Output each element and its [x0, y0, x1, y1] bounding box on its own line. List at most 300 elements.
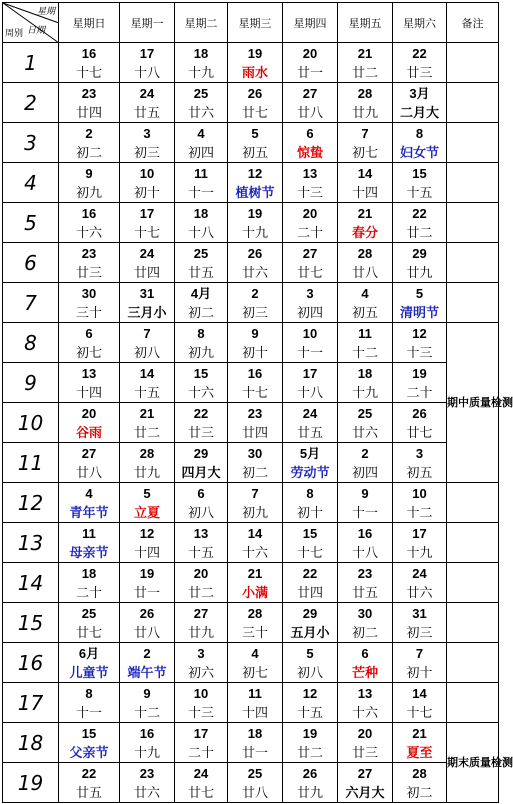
- day-cell: [338, 643, 393, 683]
- week-number: 17: [3, 683, 59, 723]
- holiday-label: 清明节: [399, 304, 439, 320]
- lunar-date: 十四: [241, 704, 268, 720]
- lunar-date: 初二: [351, 624, 378, 640]
- header-monday: 星期一: [120, 3, 175, 43]
- lunar-date: 十七: [75, 64, 102, 80]
- lunar-date: 廿八: [133, 624, 160, 640]
- lunar-date: 十一: [187, 184, 214, 200]
- day-cell: [228, 163, 283, 203]
- lunar-date: 十二: [406, 504, 433, 520]
- day-cell: [283, 723, 338, 763]
- solar-date: 15: [81, 725, 97, 741]
- day-cell: [393, 563, 447, 603]
- lunar-date: 初十: [241, 344, 268, 360]
- note-cell-empty: [447, 563, 499, 603]
- day-cell: [175, 363, 228, 403]
- week-number: 6: [3, 243, 59, 283]
- school-calendar-table: [2, 2, 513, 803]
- solar-date: 13: [81, 365, 97, 381]
- solar-date: 9: [361, 485, 369, 501]
- lunar-date: 初二: [406, 784, 433, 800]
- solar-date: 28: [357, 85, 373, 101]
- solar-date: 23: [81, 85, 97, 101]
- day-cell: [338, 123, 393, 163]
- header-tuesday: 星期二: [175, 3, 228, 43]
- day-cell: [338, 683, 393, 723]
- day-cell: [283, 163, 338, 203]
- note-cell-empty: [447, 163, 499, 203]
- lunar-date: 廿三: [406, 64, 433, 80]
- solar-date: 11: [358, 325, 372, 341]
- day-cell: [283, 43, 338, 83]
- day-cell: [338, 723, 393, 763]
- solar-date: 6: [361, 645, 369, 661]
- lunar-date: 廿四: [75, 104, 102, 120]
- day-cell: [283, 523, 338, 563]
- lunar-date: 十九: [133, 744, 160, 760]
- day-cell: [283, 683, 338, 723]
- holiday-label: 父亲节: [69, 744, 109, 760]
- header-note: 备注: [447, 3, 499, 43]
- day-cell: [120, 123, 175, 163]
- solar-date: 21: [357, 45, 373, 61]
- week-row: [3, 603, 499, 643]
- lunar-date: 廿五: [351, 584, 378, 600]
- holiday-label: 劳动节: [290, 464, 330, 480]
- lunar-date: 廿七: [406, 424, 433, 440]
- solar-date: 22: [81, 765, 97, 781]
- header-wednesday: 星期三: [228, 3, 283, 43]
- lunar-date: 十五: [296, 704, 323, 720]
- solar-date: 27: [302, 245, 318, 261]
- day-cell: [175, 123, 228, 163]
- solar-date: 9: [85, 165, 93, 181]
- solar-date: 30: [81, 285, 97, 301]
- week-number: 14: [3, 563, 59, 603]
- note-cell-empty: [447, 203, 499, 243]
- solar-date: 19: [412, 365, 427, 381]
- solar-date: 20: [81, 405, 97, 421]
- day-cell: [283, 123, 338, 163]
- day-cell: [393, 603, 447, 643]
- lunar-date: 初十: [133, 184, 160, 200]
- week-row: [3, 203, 499, 243]
- lunar-date: 十六: [351, 704, 378, 720]
- lunar-date: 廿九: [406, 264, 433, 280]
- day-cell: [283, 203, 338, 243]
- lunar-date: 十七: [296, 544, 323, 560]
- day-cell: [283, 483, 338, 523]
- day-cell: [228, 763, 283, 803]
- lunar-date: 初四: [187, 144, 214, 160]
- lunar-date: 廿八: [351, 264, 378, 280]
- lunar-date: 十七: [241, 384, 268, 400]
- day-cell: [338, 243, 393, 283]
- day-cell: [228, 43, 283, 83]
- day-cell: [175, 523, 228, 563]
- lunar-date: 十一: [351, 504, 378, 520]
- solar-date: 15: [302, 525, 318, 541]
- solar-date: 6: [85, 325, 93, 341]
- day-cell: [393, 643, 447, 683]
- lunar-date: 初三: [133, 144, 160, 160]
- solar-term-label: 春分: [351, 224, 378, 240]
- lunar-date: 廿四: [241, 424, 268, 440]
- solar-date: 4: [251, 645, 259, 661]
- day-cell: [338, 523, 393, 563]
- solar-date: 24: [139, 85, 155, 101]
- solar-date: 24: [193, 765, 209, 781]
- day-cell: [120, 643, 175, 683]
- lunar-date: 十一: [75, 704, 102, 720]
- day-cell: [228, 363, 283, 403]
- lunar-date: 廿六: [351, 424, 378, 440]
- holiday-label: 妇女节: [399, 144, 439, 160]
- solar-date: 31: [139, 285, 155, 301]
- solar-term-label: 立夏: [133, 504, 160, 520]
- week-number: 15: [3, 603, 59, 643]
- lunar-date: 廿八: [241, 784, 268, 800]
- solar-date: 3: [415, 445, 424, 461]
- note-cell: 期末质量检测: [447, 723, 499, 803]
- lunar-date: 三十: [241, 624, 268, 640]
- lunar-date: 四月大: [181, 464, 221, 480]
- note-cell-empty: [447, 123, 499, 163]
- lunar-date: 二月大: [399, 104, 439, 120]
- day-cell: [338, 283, 393, 323]
- solar-date: 11: [82, 525, 96, 541]
- lunar-date: 十二: [351, 344, 378, 360]
- solar-date: 20: [302, 205, 318, 221]
- corner-label-weekday: 星期: [36, 6, 55, 16]
- day-cell: [120, 43, 175, 83]
- day-cell: [120, 523, 175, 563]
- solar-date: 22: [412, 205, 427, 221]
- day-cell: [338, 363, 393, 403]
- solar-date: 13: [357, 685, 373, 701]
- day-cell: [59, 323, 120, 363]
- note-cell-empty: [447, 643, 499, 683]
- solar-date: 16: [139, 725, 155, 741]
- solar-date: 3: [306, 285, 314, 301]
- day-cell: [59, 523, 120, 563]
- solar-date: 23: [139, 765, 155, 781]
- solar-date: 26: [247, 85, 263, 101]
- lunar-date: 廿五: [187, 264, 214, 280]
- week-row: [3, 283, 499, 323]
- week-row: [3, 563, 499, 603]
- week-row: [3, 763, 499, 803]
- solar-date: 8: [415, 125, 424, 141]
- lunar-date: 十四: [133, 544, 160, 560]
- day-cell: [175, 283, 228, 323]
- day-cell: [175, 603, 228, 643]
- lunar-date: 廿二: [406, 224, 433, 240]
- solar-term-label: 夏至: [406, 744, 433, 760]
- solar-date: 22: [412, 45, 427, 61]
- solar-date: 21: [247, 565, 263, 581]
- lunar-date: 十九: [241, 224, 268, 240]
- solar-date: 23: [81, 245, 97, 261]
- lunar-date: 初八: [133, 344, 160, 360]
- header-friday: 星期五: [338, 3, 393, 43]
- lunar-date: 廿六: [133, 784, 160, 800]
- lunar-date: 十三: [187, 704, 214, 720]
- solar-date: 5月: [299, 445, 321, 461]
- lunar-date: 十六: [241, 544, 268, 560]
- solar-date: 18: [193, 45, 209, 61]
- day-cell: [120, 163, 175, 203]
- solar-date: 20: [302, 45, 318, 61]
- day-cell: [175, 723, 228, 763]
- day-cell: [283, 363, 338, 403]
- day-cell: [338, 323, 393, 363]
- note-cell-empty: [447, 243, 499, 283]
- solar-date: 16: [81, 205, 97, 221]
- solar-term-label: 芒种: [351, 664, 378, 680]
- solar-date: 28: [247, 605, 263, 621]
- solar-date: 4: [85, 485, 93, 501]
- week-number: 8: [3, 323, 59, 363]
- solar-date: 17: [302, 365, 318, 381]
- week-row: [3, 323, 499, 363]
- lunar-date: 三月小: [127, 304, 167, 320]
- solar-date: 20: [357, 725, 373, 741]
- corner-label-week: 周别: [5, 28, 24, 38]
- note-cell-empty: [447, 603, 499, 643]
- solar-date: 24: [412, 565, 427, 581]
- day-cell: [228, 643, 283, 683]
- lunar-date: 六月大: [345, 784, 385, 800]
- day-cell: [228, 283, 283, 323]
- solar-date: 4: [361, 285, 369, 301]
- day-cell: [393, 163, 447, 203]
- solar-date: 25: [247, 765, 263, 781]
- solar-date: 8: [197, 325, 205, 341]
- lunar-date: 十八: [187, 224, 214, 240]
- lunar-date: 二十: [75, 584, 102, 600]
- solar-date: 9: [251, 325, 259, 341]
- day-cell: [283, 403, 338, 443]
- solar-date: 3月: [409, 85, 430, 101]
- solar-date: 19: [247, 205, 263, 221]
- solar-date: 28: [412, 765, 427, 781]
- lunar-date: 廿七: [75, 624, 102, 640]
- day-cell: [393, 243, 447, 283]
- lunar-date: 十八: [351, 544, 378, 560]
- holiday-label: 青年节: [69, 504, 109, 520]
- solar-date: 2: [361, 445, 369, 461]
- week-row: [3, 163, 499, 203]
- solar-date: 12: [247, 165, 263, 181]
- solar-date: 25: [81, 605, 97, 621]
- lunar-date: 十三: [296, 184, 323, 200]
- day-cell: [283, 443, 338, 483]
- lunar-date: 初十: [296, 504, 323, 520]
- week-row: [3, 523, 499, 563]
- day-cell: [393, 443, 447, 483]
- day-cell: [59, 683, 120, 723]
- day-cell: [228, 603, 283, 643]
- lunar-date: 廿三: [75, 264, 102, 280]
- lunar-date: 廿九: [296, 784, 323, 800]
- solar-date: 7: [251, 485, 259, 501]
- note-cell: 期中质量检测: [447, 323, 499, 483]
- lunar-date: 廿二: [133, 424, 160, 440]
- lunar-date: 初七: [351, 144, 378, 160]
- lunar-date: 十五: [187, 544, 214, 560]
- week-row: [3, 43, 499, 83]
- lunar-date: 二十: [187, 744, 214, 760]
- lunar-date: 廿四: [296, 584, 323, 600]
- week-number: 18: [3, 723, 59, 763]
- day-cell: [175, 483, 228, 523]
- holiday-label: 儿童节: [69, 664, 109, 680]
- lunar-date: 廿三: [351, 744, 378, 760]
- day-cell: [228, 563, 283, 603]
- week-number: 3: [3, 123, 59, 163]
- day-cell: [120, 603, 175, 643]
- header-sunday: 星期日: [59, 3, 120, 43]
- solar-date: 11: [194, 165, 208, 181]
- day-cell: [175, 163, 228, 203]
- solar-date: 12: [412, 325, 427, 341]
- lunar-date: 廿一: [241, 744, 268, 760]
- solar-date: 19: [247, 45, 263, 61]
- header-saturday: 星期六: [393, 3, 447, 43]
- solar-date: 5: [251, 125, 259, 141]
- solar-date: 17: [193, 725, 209, 741]
- note-cell-empty: [447, 523, 499, 563]
- day-cell: [338, 563, 393, 603]
- week-number: 19: [3, 763, 59, 803]
- lunar-date: 十九: [187, 64, 214, 80]
- solar-term-label: 小满: [241, 584, 268, 600]
- lunar-date: 廿四: [133, 264, 160, 280]
- solar-date: 26: [247, 245, 263, 261]
- solar-date: 12: [139, 525, 155, 541]
- note-cell-empty: [447, 83, 499, 123]
- day-cell: [228, 483, 283, 523]
- day-cell: [338, 163, 393, 203]
- day-cell: [338, 403, 393, 443]
- lunar-date: 初七: [241, 664, 268, 680]
- solar-date: 21: [139, 405, 155, 421]
- week-row: [3, 483, 499, 523]
- solar-date: 28: [357, 245, 373, 261]
- lunar-date: 十二: [133, 704, 160, 720]
- solar-date: 17: [412, 525, 427, 541]
- lunar-date: 廿二: [296, 744, 323, 760]
- day-cell: [393, 523, 447, 563]
- day-cell: [338, 443, 393, 483]
- day-cell: [175, 763, 228, 803]
- solar-date: 6: [306, 125, 314, 141]
- day-cell: [175, 683, 228, 723]
- day-cell: [59, 163, 120, 203]
- solar-date: 27: [302, 85, 318, 101]
- header-thursday: 星期四: [283, 3, 338, 43]
- day-cell: [59, 563, 120, 603]
- week-row: [3, 363, 499, 403]
- solar-date: 30: [357, 605, 373, 621]
- lunar-date: 初三: [241, 304, 268, 320]
- lunar-date: 廿五: [296, 424, 323, 440]
- solar-date: 16: [357, 525, 373, 541]
- day-cell: [338, 203, 393, 243]
- lunar-date: 初九: [75, 184, 102, 200]
- solar-date: 14: [357, 165, 373, 181]
- lunar-date: 廿二: [187, 584, 214, 600]
- lunar-date: 廿七: [241, 104, 268, 120]
- lunar-date: 十四: [75, 384, 102, 400]
- solar-date: 27: [193, 605, 209, 621]
- solar-date: 26: [139, 605, 155, 621]
- day-cell: [175, 43, 228, 83]
- solar-date: 6月: [78, 645, 100, 661]
- solar-date: 20: [193, 565, 209, 581]
- lunar-date: 十七: [133, 224, 160, 240]
- lunar-date: 廿七: [296, 264, 323, 280]
- solar-date: 12: [302, 685, 318, 701]
- note-cell-empty: [447, 283, 499, 323]
- day-cell: [120, 443, 175, 483]
- week-number: 13: [3, 523, 59, 563]
- solar-date: 23: [247, 405, 263, 421]
- day-cell: [393, 43, 447, 83]
- lunar-date: 初五: [241, 144, 268, 160]
- day-cell: [59, 203, 120, 243]
- lunar-date: 廿一: [133, 584, 160, 600]
- solar-date: 14: [247, 525, 263, 541]
- solar-date: 22: [302, 565, 318, 581]
- day-cell: [338, 43, 393, 83]
- corner-cell: [3, 3, 59, 43]
- day-cell: [228, 683, 283, 723]
- solar-date: 15: [193, 365, 209, 381]
- lunar-date: 十七: [406, 704, 433, 720]
- day-cell: [175, 323, 228, 363]
- solar-date: 26: [302, 765, 318, 781]
- lunar-date: 廿八: [296, 104, 323, 120]
- corner-label-date: 日期: [27, 25, 46, 35]
- note-cell-empty: [447, 43, 499, 83]
- solar-date: 2: [251, 285, 259, 301]
- lunar-date: 廿九: [187, 624, 214, 640]
- lunar-date: 二十: [296, 224, 323, 240]
- day-cell: [59, 83, 120, 123]
- day-cell: [228, 523, 283, 563]
- solar-date: 27: [81, 445, 97, 461]
- day-cell: [393, 323, 447, 363]
- solar-term-label: 谷雨: [75, 424, 102, 440]
- lunar-date: 十八: [296, 384, 323, 400]
- lunar-date: 廿八: [75, 464, 102, 480]
- lunar-date: 五月小: [290, 624, 330, 640]
- lunar-date: 十五: [133, 384, 160, 400]
- solar-date: 30: [247, 445, 263, 461]
- week-number: 9: [3, 363, 59, 403]
- lunar-date: 二十: [406, 384, 433, 400]
- day-cell: [120, 563, 175, 603]
- day-cell: [228, 123, 283, 163]
- lunar-date: 初四: [351, 464, 378, 480]
- day-cell: [393, 763, 447, 803]
- solar-date: 28: [139, 445, 155, 461]
- lunar-date: 廿二: [351, 64, 378, 80]
- solar-date: 2: [143, 645, 151, 661]
- solar-date: 5: [306, 645, 314, 661]
